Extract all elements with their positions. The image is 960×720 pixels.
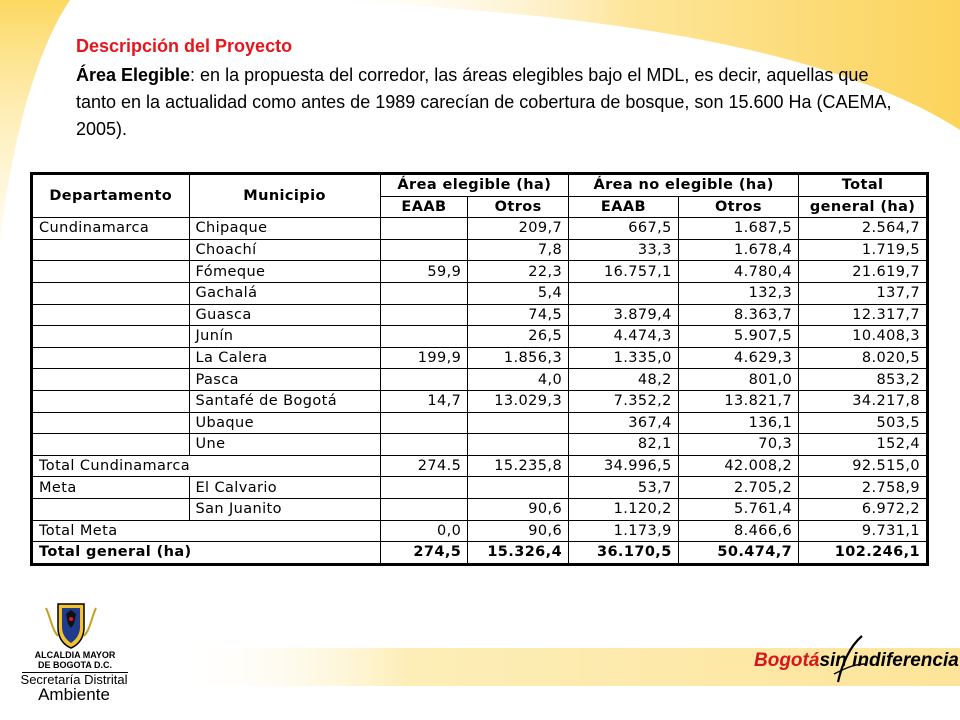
table-cell <box>32 326 190 348</box>
table-cell: 7.352,2 <box>569 390 679 412</box>
table-cell: 36.170,5 <box>569 542 679 565</box>
table-cell: 12.317,7 <box>799 304 928 326</box>
table-cell: 21.619,7 <box>799 261 928 283</box>
brand-logo <box>754 650 959 672</box>
bogota-crest-icon <box>40 600 102 650</box>
table-cell: 5.761,4 <box>678 498 798 520</box>
table-cell: 34.996,5 <box>569 455 679 477</box>
table-row <box>32 390 928 412</box>
table-cell <box>380 369 468 391</box>
table-cell: 6.972,2 <box>799 498 928 520</box>
table-cell <box>32 369 190 391</box>
table-row <box>32 239 928 261</box>
secretaria-text: Secretaría Distrital <box>20 672 128 687</box>
header-eaab-no: EAAB <box>569 196 679 218</box>
table-total-row <box>32 542 928 565</box>
table-cell: 1.687,5 <box>678 218 798 240</box>
table-cell: 1.335,0 <box>569 347 679 369</box>
area-table <box>30 172 929 566</box>
table-cell: 1.856,3 <box>468 347 569 369</box>
table-cell: 26,5 <box>468 326 569 348</box>
table-cell: 2.564,7 <box>799 218 928 240</box>
table-cell: 16.757,1 <box>569 261 679 283</box>
table-cell: 137,7 <box>799 282 928 304</box>
table-cell: 367,4 <box>569 412 679 434</box>
table-cell: 9.731,1 <box>799 520 928 542</box>
table-cell <box>569 282 679 304</box>
table-cell: Cundinamarca <box>32 218 190 240</box>
table-cell: 42.008,2 <box>678 455 798 477</box>
table-cell: Ubaque <box>189 412 380 434</box>
table-cell: 152,4 <box>799 434 928 456</box>
brand-part1: Bogotá <box>754 650 820 671</box>
table-cell: 274.5 <box>380 455 468 477</box>
table-cell <box>32 412 190 434</box>
slide-paragraph <box>76 62 906 143</box>
table-cell: 50.474,7 <box>678 542 798 565</box>
table-cell: 2.705,2 <box>678 477 798 499</box>
table-cell: 1.719,5 <box>799 239 928 261</box>
alcaldia-line2: DE BOGOTA D.C. <box>38 660 112 670</box>
header-otros: Otros <box>468 196 569 218</box>
table-cell: 7,8 <box>468 239 569 261</box>
table-cell <box>32 261 190 283</box>
table-row <box>32 304 928 326</box>
table-cell: 102.246,1 <box>799 542 928 565</box>
table-cell <box>32 390 190 412</box>
table-cell: 199,9 <box>380 347 468 369</box>
header-general: general (ha) <box>799 196 928 218</box>
table-row <box>32 326 928 348</box>
table-cell: Total Meta <box>32 520 381 542</box>
table-cell <box>468 434 569 456</box>
table-cell <box>32 434 190 456</box>
table-cell: 22,3 <box>468 261 569 283</box>
table-cell: 8.363,7 <box>678 304 798 326</box>
table-cell <box>32 498 190 520</box>
table-cell: 48,2 <box>569 369 679 391</box>
table-cell: 1.678,4 <box>678 239 798 261</box>
table-cell <box>380 326 468 348</box>
table-total-row <box>32 455 928 477</box>
table-cell: 5,4 <box>468 282 569 304</box>
table-cell: 82,1 <box>569 434 679 456</box>
header-area-no-elegible: Área no elegible (ha) <box>569 174 799 197</box>
brand-part2: sin indiferencia <box>819 650 959 671</box>
table-cell: 33,3 <box>569 239 679 261</box>
table-cell: 74,5 <box>468 304 569 326</box>
table-cell: 136,1 <box>678 412 798 434</box>
table-cell: 274,5 <box>380 542 468 565</box>
table-cell <box>32 347 190 369</box>
table-cell: 14,7 <box>380 390 468 412</box>
table-cell <box>380 477 468 499</box>
table-cell: 8.466,6 <box>678 520 798 542</box>
table-cell: La Calera <box>189 347 380 369</box>
lead-text: : en la propuesta del corredor, las áreas elegibles bajo el MDL, es decir, aquellas que tanto en la actualidad como antes de 1989 carecían de cobertura de bosque, son 15.600 Ha (CAEMA, 2005). <box>76 65 892 139</box>
secretaria-label <box>14 672 134 702</box>
table-cell <box>380 498 468 520</box>
table-cell <box>32 282 190 304</box>
table-cell: Santafé de Bogotá <box>189 390 380 412</box>
table-cell: 13.029,3 <box>468 390 569 412</box>
table-cell: 10.408,3 <box>799 326 928 348</box>
table-cell: 13.821,7 <box>678 390 798 412</box>
table-cell <box>32 304 190 326</box>
header-otros-no: Otros <box>678 196 798 218</box>
table-cell: Junín <box>189 326 380 348</box>
table-cell: 90,6 <box>468 520 569 542</box>
table-cell: 1.173,9 <box>569 520 679 542</box>
table-cell <box>380 218 468 240</box>
table-cell: 4.629,3 <box>678 347 798 369</box>
table-cell: San Juanito <box>189 498 380 520</box>
table-row <box>32 477 928 499</box>
header-departamento: Departamento <box>32 174 190 218</box>
table-cell: Meta <box>32 477 190 499</box>
table-cell: Une <box>189 434 380 456</box>
table-cell <box>380 239 468 261</box>
table-cell: 853,2 <box>799 369 928 391</box>
table-cell: Fómeque <box>189 261 380 283</box>
table-cell <box>380 412 468 434</box>
table-cell: Choachí <box>189 239 380 261</box>
table-cell: 92.515,0 <box>799 455 928 477</box>
table-cell: 70,3 <box>678 434 798 456</box>
table-cell <box>380 434 468 456</box>
table-row <box>32 412 928 434</box>
table-row <box>32 434 928 456</box>
table-row <box>32 498 928 520</box>
table-cell: 5.907,5 <box>678 326 798 348</box>
alcaldia-line1: ALCALDIA MAYOR <box>34 650 116 660</box>
table-row <box>32 347 928 369</box>
header-municipio: Municipio <box>189 174 380 218</box>
table-cell: El Calvario <box>189 477 380 499</box>
table-cell <box>380 282 468 304</box>
table-cell: Pasca <box>189 369 380 391</box>
table-cell: 1.120,2 <box>569 498 679 520</box>
table-cell <box>468 412 569 434</box>
table-cell: Total Cundinamarca <box>32 455 381 477</box>
table-cell: 801,0 <box>678 369 798 391</box>
ambiente-text: Ambiente <box>38 685 110 704</box>
table-cell: 209,7 <box>468 218 569 240</box>
header-area-elegible: Área elegible (ha) <box>380 174 568 197</box>
slide-heading: Descripción del Proyecto <box>76 36 293 56</box>
table-cell: 4.474,3 <box>569 326 679 348</box>
table-cell: 0,0 <box>380 520 468 542</box>
header-total: Total <box>799 174 928 197</box>
table-cell: Total general (ha) <box>32 542 381 565</box>
table-cell: 3.879,4 <box>569 304 679 326</box>
table-cell: Gachalá <box>189 282 380 304</box>
table-row <box>32 369 928 391</box>
table-cell: Guasca <box>189 304 380 326</box>
table-cell: 8.020,5 <box>799 347 928 369</box>
table-cell <box>380 304 468 326</box>
lead-bold: Área Elegible <box>76 65 191 85</box>
table-cell: 2.758,9 <box>799 477 928 499</box>
table-cell <box>468 477 569 499</box>
table-row <box>32 261 928 283</box>
table-cell: 132,3 <box>678 282 798 304</box>
table-total-row <box>32 520 928 542</box>
table-cell: 59,9 <box>380 261 468 283</box>
table-cell <box>32 239 190 261</box>
table-cell: Chipaque <box>189 218 380 240</box>
table-cell: 4,0 <box>468 369 569 391</box>
table-row <box>32 218 928 240</box>
table-cell: 15.326,4 <box>468 542 569 565</box>
table-cell: 4.780,4 <box>678 261 798 283</box>
table-cell: 90,6 <box>468 498 569 520</box>
table-cell: 503,5 <box>799 412 928 434</box>
header-eaab: EAAB <box>380 196 468 218</box>
table-cell: 15.235,8 <box>468 455 569 477</box>
table-cell: 34.217,8 <box>799 390 928 412</box>
table-row <box>32 282 928 304</box>
table-cell: 53,7 <box>569 477 679 499</box>
table-cell: 667,5 <box>569 218 679 240</box>
